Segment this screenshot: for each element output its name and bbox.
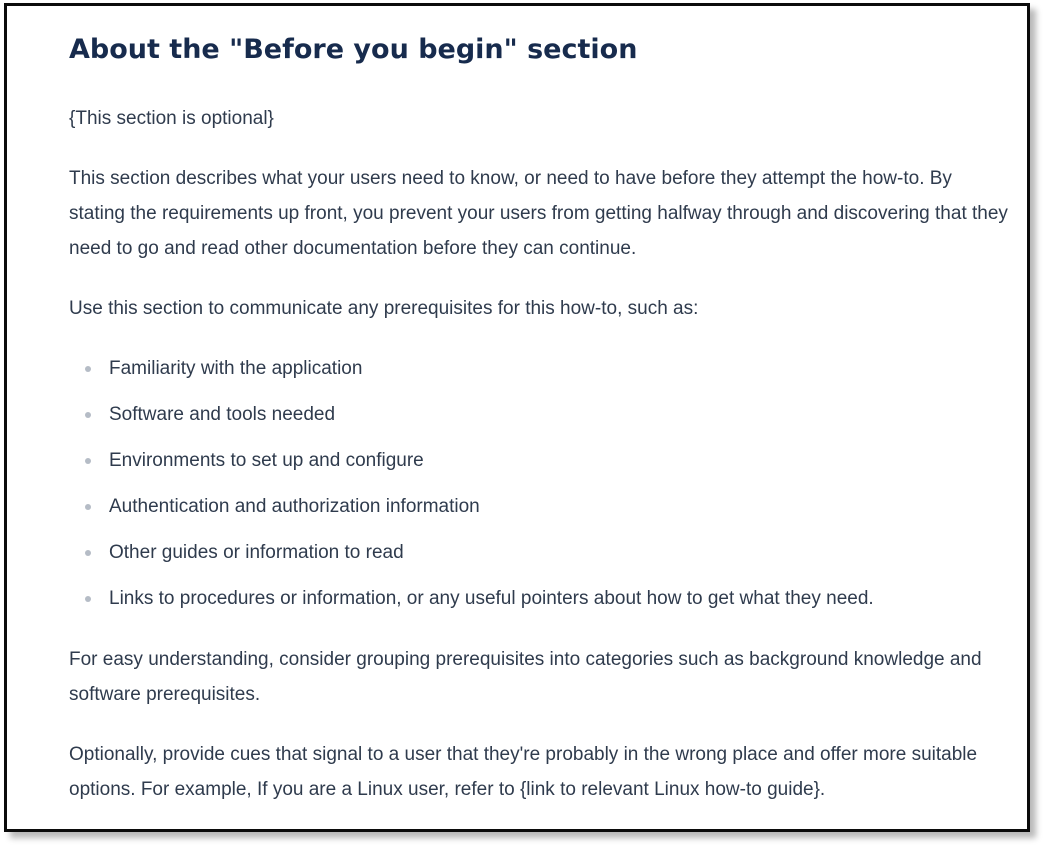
- bullet-icon: [85, 596, 91, 602]
- paragraph-prerequisites-intro: Use this section to communicate any prerequisites for this how-to, such as:: [69, 298, 699, 319]
- document-content: [69, 28, 1009, 807]
- document-frame: [4, 3, 1030, 832]
- bullet-icon: [85, 412, 91, 418]
- page-title: About the "Before you begin" section: [69, 34, 638, 65]
- paragraph-grouping: For easy understanding, consider grouping prerequisites into categories such as background knowledge and software prerequisites.: [69, 649, 982, 705]
- list-item-text: Software and tools needed: [109, 404, 336, 425]
- paragraph-cues: Optionally, provide cues that signal to a user that they're probably in the wrong place and offer more suitable options. For example, If you are a Linux user, refer to {link to relevant Linux how-to guide}.: [69, 744, 978, 800]
- list-item-text: Other guides or information to read: [109, 542, 404, 563]
- list-item-text: Links to procedures or information, or any useful pointers about how to get what they need.: [109, 588, 874, 609]
- list-item: [69, 443, 1009, 478]
- list-item: [69, 351, 1009, 386]
- optional-note: {This section is optional}: [69, 108, 274, 129]
- list-item-text: Environments to set up and configure: [109, 450, 424, 471]
- list-item-text: Familiarity with the application: [109, 358, 363, 379]
- bullet-icon: [85, 550, 91, 556]
- bullet-icon: [85, 366, 91, 372]
- list-item-text: Authentication and authorization information: [109, 496, 480, 517]
- list-item: [69, 489, 1009, 524]
- prerequisites-list: [69, 351, 1009, 616]
- list-item: [69, 397, 1009, 432]
- paragraph-description: This section describes what your users need to know, or need to have before they attempt the how-to. By stating the requirements up front, you prevent your users from getting halfway through and discovering that they need to go and read other documentation before they can continue.: [69, 168, 1008, 259]
- list-item: [69, 581, 1009, 616]
- bullet-icon: [85, 504, 91, 510]
- bullet-icon: [85, 458, 91, 464]
- list-item: [69, 535, 1009, 570]
